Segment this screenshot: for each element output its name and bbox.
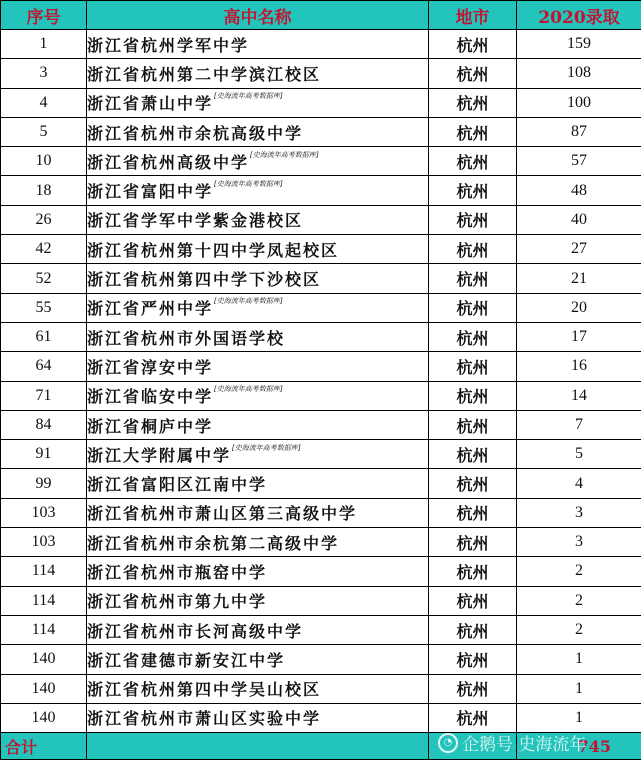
rank-cell: 140	[1, 674, 87, 703]
admissions-cell: 3	[517, 498, 641, 527]
rank-cell: 114	[1, 557, 87, 586]
admissions-cell: 2	[517, 615, 641, 644]
rank-cell: 10	[1, 147, 87, 176]
table-row	[1, 117, 641, 146]
table-row	[1, 147, 641, 176]
rank-cell: 61	[1, 322, 87, 351]
school-name-cell	[87, 381, 429, 410]
table-row	[1, 469, 641, 498]
school-name-cell	[87, 615, 429, 644]
rank-cell: 5	[1, 117, 87, 146]
rank-cell: 1	[1, 30, 87, 59]
rank-cell: 140	[1, 645, 87, 674]
school-name: 浙江省萧山中学	[87, 94, 214, 114]
city-cell: 杭州	[429, 235, 517, 264]
table-row	[1, 88, 641, 117]
table-row	[1, 557, 641, 586]
rank-cell: 91	[1, 440, 87, 469]
rank-cell: 103	[1, 498, 87, 527]
table-row	[1, 528, 641, 557]
admissions-cell: 57	[517, 147, 641, 176]
admissions-cell: 87	[517, 117, 641, 146]
city-cell: 杭州	[429, 645, 517, 674]
table-row	[1, 381, 641, 410]
school-name: 浙江省杭州市第九中学	[87, 592, 268, 612]
school-name-cell	[87, 469, 429, 498]
city-cell: 杭州	[429, 703, 517, 732]
total-spacer	[87, 733, 429, 760]
school-name: 浙江省杭州第四中学下沙校区	[87, 270, 322, 290]
school-name-cell	[87, 645, 429, 674]
table-row	[1, 410, 641, 439]
school-name: 浙江省杭州第四中学吴山校区	[87, 680, 322, 700]
city-cell: 杭州	[429, 469, 517, 498]
city-cell: 杭州	[429, 615, 517, 644]
school-name-cell	[87, 176, 429, 205]
penguin-logo-icon: ◔	[438, 733, 458, 753]
city-cell: 杭州	[429, 293, 517, 322]
school-name: 浙江省严州中学	[87, 299, 214, 319]
table-row	[1, 703, 641, 732]
school-name: 浙江省学军中学紫金港校区	[87, 211, 304, 231]
header-admissions-2020: 2020录取	[517, 1, 641, 30]
source-note: [史海流年高考数据库]	[214, 297, 283, 306]
school-name: 浙江省临安中学	[87, 387, 214, 407]
school-name: 浙江省建德市新安江中学	[87, 650, 286, 670]
city-cell: 杭州	[429, 147, 517, 176]
table-row	[1, 498, 641, 527]
table-body	[1, 30, 641, 733]
city-cell: 杭州	[429, 205, 517, 234]
table-row	[1, 205, 641, 234]
source-note: [史海流年高考数据库]	[214, 92, 283, 101]
city-cell: 杭州	[429, 557, 517, 586]
source-note: [史海流年高考数据库]	[232, 443, 301, 452]
school-name-cell	[87, 440, 429, 469]
admissions-cell: 21	[517, 264, 641, 293]
school-name-cell	[87, 147, 429, 176]
school-name: 浙江省杭州学军中学	[87, 35, 250, 55]
admissions-cell: 16	[517, 352, 641, 381]
school-name-cell	[87, 674, 429, 703]
school-name: 浙江省淳安中学	[87, 357, 214, 377]
school-name-cell	[87, 88, 429, 117]
admissions-cell: 7	[517, 410, 641, 439]
school-name: 浙江省杭州市萧山区第三高级中学	[87, 504, 358, 524]
table-row	[1, 176, 641, 205]
city-cell: 杭州	[429, 674, 517, 703]
table-header-row	[1, 1, 641, 30]
rank-cell: 4	[1, 88, 87, 117]
school-name-cell	[87, 30, 429, 59]
school-name: 浙江省杭州市余杭高级中学	[87, 123, 304, 143]
header-school-name: 高中名称	[87, 1, 429, 30]
watermark-text: 企鹅号 史海流年	[462, 735, 587, 755]
city-cell: 杭州	[429, 498, 517, 527]
table-row	[1, 674, 641, 703]
table-row	[1, 293, 641, 322]
admissions-cell: 5	[517, 440, 641, 469]
rank-cell: 52	[1, 264, 87, 293]
school-name-cell	[87, 117, 429, 146]
city-cell: 杭州	[429, 528, 517, 557]
admissions-cell: 27	[517, 235, 641, 264]
table-row	[1, 352, 641, 381]
city-cell: 杭州	[429, 59, 517, 88]
admissions-cell: 2	[517, 586, 641, 615]
school-name-cell	[87, 205, 429, 234]
school-name-cell	[87, 703, 429, 732]
watermark	[438, 730, 586, 755]
admissions-cell: 4	[517, 469, 641, 498]
admissions-cell: 3	[517, 528, 641, 557]
table-row	[1, 59, 641, 88]
city-cell: 杭州	[429, 30, 517, 59]
school-name-cell	[87, 59, 429, 88]
total-value: 745	[517, 733, 641, 760]
school-name: 浙江省杭州市萧山区实验中学	[87, 709, 322, 729]
header-rank: 序号	[1, 1, 87, 30]
rank-cell: 42	[1, 235, 87, 264]
admissions-cell: 108	[517, 59, 641, 88]
rank-cell: 114	[1, 615, 87, 644]
rank-cell: 103	[1, 528, 87, 557]
school-name: 浙江省杭州市瓶窑中学	[87, 562, 268, 582]
rank-cell: 140	[1, 703, 87, 732]
school-name: 浙江省杭州市余杭第二高级中学	[87, 533, 340, 553]
school-name: 浙江省杭州市长河高级中学	[87, 621, 304, 641]
city-cell: 杭州	[429, 352, 517, 381]
admissions-cell: 14	[517, 381, 641, 410]
city-cell: 杭州	[429, 586, 517, 615]
school-name: 浙江省富阳中学	[87, 182, 214, 202]
school-name-cell	[87, 410, 429, 439]
table-row	[1, 615, 641, 644]
admissions-cell: 48	[517, 176, 641, 205]
admissions-cell: 20	[517, 293, 641, 322]
table-row	[1, 645, 641, 674]
table-row	[1, 586, 641, 615]
school-name-cell	[87, 322, 429, 351]
rank-cell: 55	[1, 293, 87, 322]
table-row	[1, 30, 641, 59]
table-row	[1, 264, 641, 293]
city-cell: 杭州	[429, 322, 517, 351]
admissions-cell: 17	[517, 322, 641, 351]
school-name: 浙江省杭州第二中学滨江校区	[87, 64, 322, 84]
school-name-cell	[87, 586, 429, 615]
city-cell: 杭州	[429, 176, 517, 205]
city-cell: 杭州	[429, 117, 517, 146]
city-cell: 杭州	[429, 264, 517, 293]
city-cell: 杭州	[429, 88, 517, 117]
school-name: 浙江大学附属中学	[87, 445, 232, 465]
admissions-cell: 40	[517, 205, 641, 234]
school-name: 浙江省桐庐中学	[87, 416, 214, 436]
rank-cell: 64	[1, 352, 87, 381]
source-note: [史海流年高考数据库]	[214, 180, 283, 189]
school-name-cell	[87, 498, 429, 527]
city-cell: 杭州	[429, 381, 517, 410]
source-note: [史海流年高考数据库]	[250, 150, 319, 159]
admissions-cell: 1	[517, 674, 641, 703]
school-name-cell	[87, 235, 429, 264]
city-cell: 杭州	[429, 410, 517, 439]
source-note: [史海流年高考数据库]	[214, 385, 283, 394]
school-name: 浙江省杭州高级中学	[87, 152, 250, 172]
school-name: 浙江省杭州第十四中学凤起校区	[87, 240, 340, 260]
school-name-cell	[87, 293, 429, 322]
school-name-cell	[87, 352, 429, 381]
school-name-cell	[87, 557, 429, 586]
admissions-cell: 1	[517, 645, 641, 674]
header-city: 地市	[429, 1, 517, 30]
rank-cell: 26	[1, 205, 87, 234]
school-name-cell	[87, 264, 429, 293]
city-cell: 杭州	[429, 440, 517, 469]
admissions-cell: 2	[517, 557, 641, 586]
table-row	[1, 440, 641, 469]
rank-cell: 114	[1, 586, 87, 615]
admissions-cell: 159	[517, 30, 641, 59]
table-row	[1, 235, 641, 264]
school-name: 浙江省富阳区江南中学	[87, 475, 268, 495]
rank-cell: 18	[1, 176, 87, 205]
rank-cell: 3	[1, 59, 87, 88]
school-name-cell	[87, 528, 429, 557]
admissions-cell: 100	[517, 88, 641, 117]
school-name: 浙江省杭州市外国语学校	[87, 328, 286, 348]
admissions-cell: 1	[517, 703, 641, 732]
rank-cell: 99	[1, 469, 87, 498]
table-row	[1, 322, 641, 351]
rank-cell: 84	[1, 410, 87, 439]
total-label: 合计	[1, 733, 87, 760]
rank-cell: 71	[1, 381, 87, 410]
